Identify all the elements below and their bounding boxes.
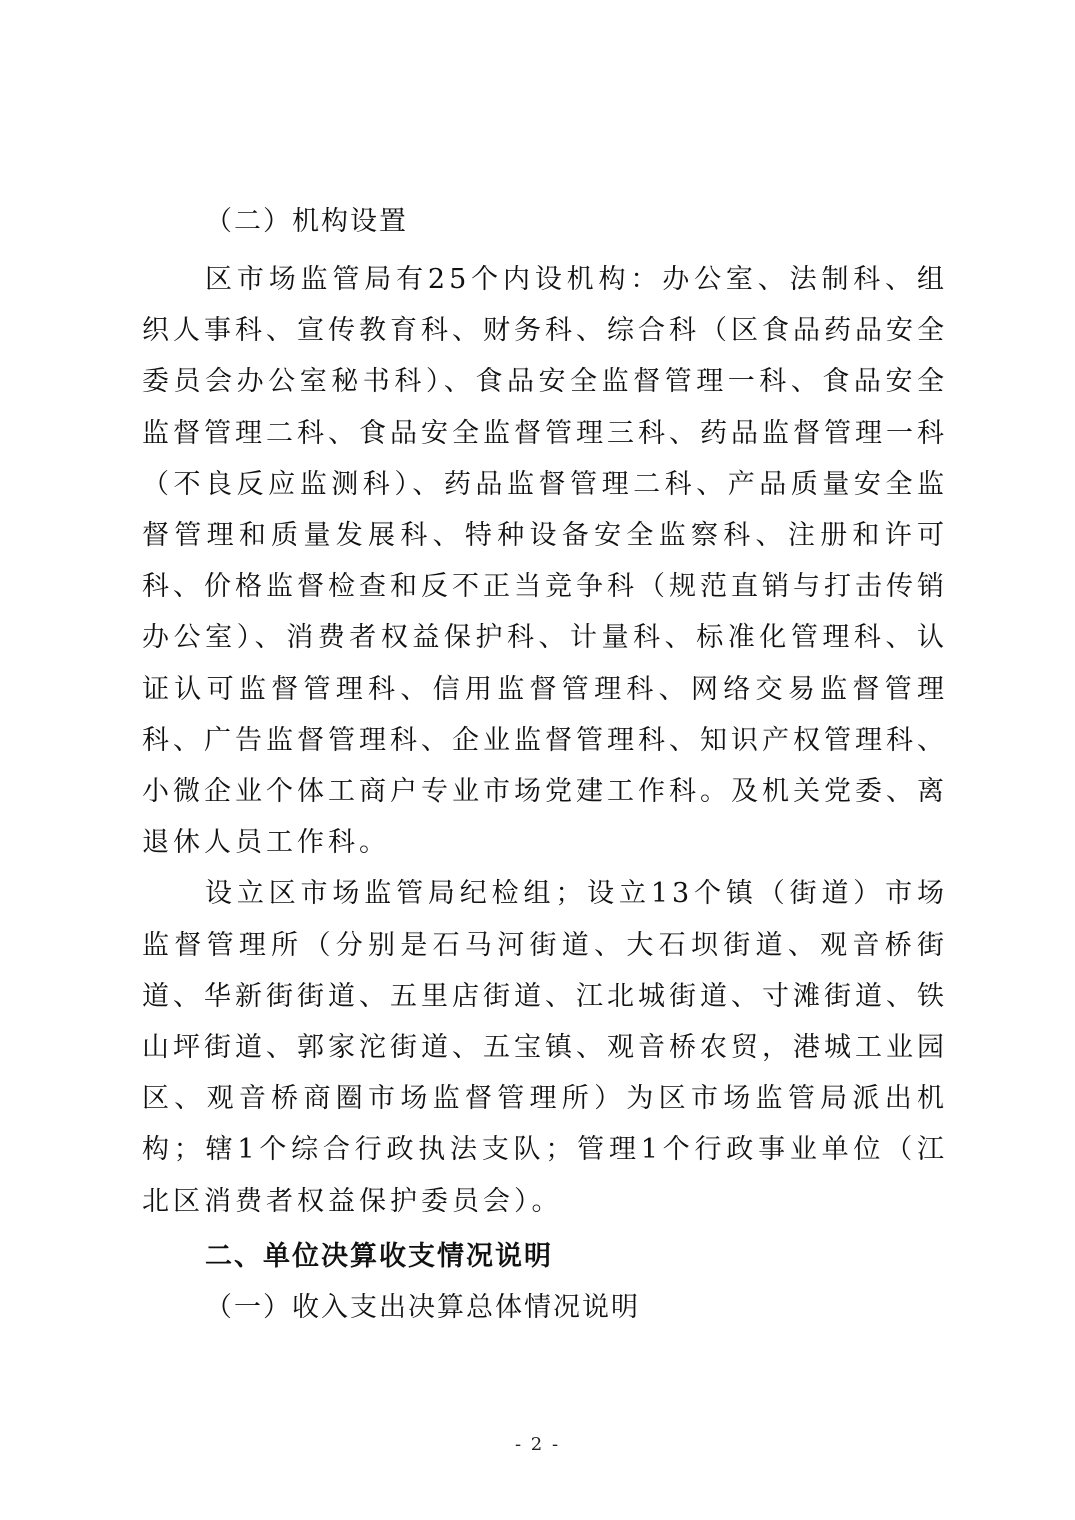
section-heading-budget: 二、单位决算收支情况说明	[205, 1240, 553, 1272]
paragraph-internal-departments: 区市场监管局有25个内设机构：办公室、法制科、组织人事科、宣传教育科、财务科、综合科（区食品药品安全委员会办公室秘书科）、食品安全监督管理一科、食品安全监督管理二科、食品安全监督管理三科、药品监督管理一科（不良反应监测科）、药品监督管理二科、产品质量安全监督管理和质量发展科、特种设备安全监察科、注册和许可科、价格监督检查和反不正当竞争科（规范直销与打击传销办公室）、消费者权益保护科、计量科、标准化管理科、认证认可监督管理科、信用监督管理科、网络交易监督管理科、广告监督管理科、企业监督管理科、知识产权管理科、小微企业个体工商户专业市场党建工作科。及机关党委、离退休人员工作科。	[142, 264, 948, 859]
section-heading-org-setup: （二）机构设置	[205, 206, 408, 237]
subsection-heading-overall: （一）收入支出决算总体情况说明	[205, 1291, 640, 1323]
page-number: - 2 -	[514, 1434, 561, 1455]
page-content	[142, 196, 948, 1333]
paragraph-dispatched-agencies: 设立区市场监管局纪检组；设立13个镇（街道）市场监督管理所（分别是石马河街道、大石坝街道、观音桥街道、华新街街道、五里店街道、江北城街道、寸滩街道、铁山坪街道、郭家沱街道、五宝镇、观音桥农贸，港城工业园区、观音桥商圈市场监督管理所）为区市场监管局派出机构；辖1个综合行政执法支队；管理1个行政事业单位（江北区消费者权益保护委员会）。	[142, 878, 948, 1217]
